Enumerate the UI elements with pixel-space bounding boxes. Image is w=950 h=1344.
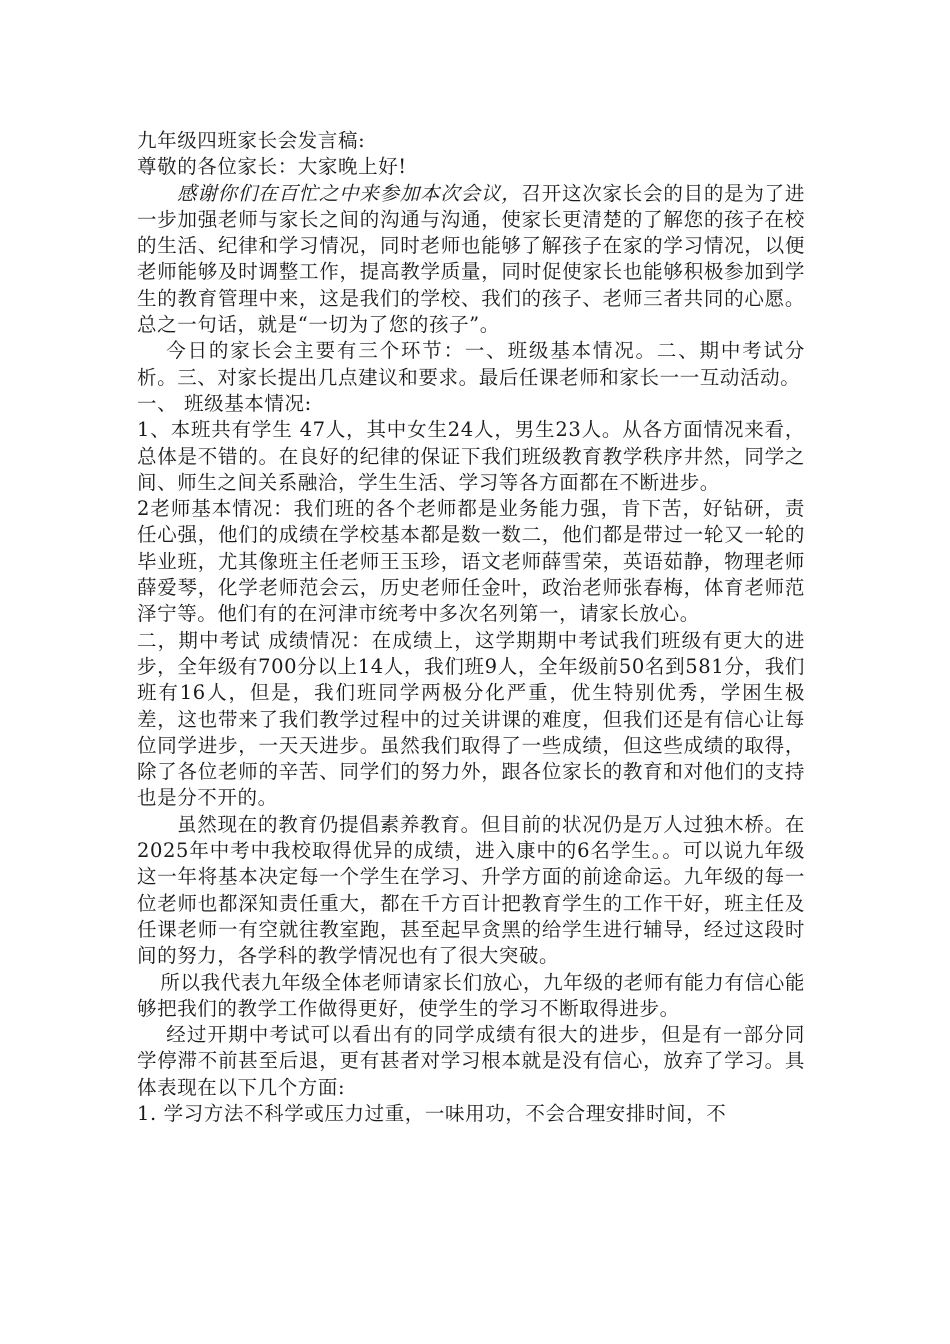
paragraph-assurance: 所以我代表九年级全体老师请家长们放心，九年级的老师有能力有信心能够把我们的教学工作做得更好，使学生的学习不断取得进步。 xyxy=(137,970,805,1020)
paragraph-teachers: 2老师基本情况：我们班的各个老师都是业务能力强，肯下苦，好钻研，责任心强，他们的成绩在学校基本都是数一数二，他们都是带过一轮又一轮的毕业班，尤其像班主任老师王玉珍，语文老师薛雪荣，英语茹静，物理老师薛爱琴，化学老师范会云，历史老师任金叶，政治老师张春梅，体育老师范泽宁等。他们有的在河津市统考中多次名列第一，请家长放心。 xyxy=(137,497,805,626)
paragraph-problems: 经过开期中考试可以看出有的同学成绩有很大的进步，但是有一部分同学停滞不前甚至后退，更有甚者对学习根本就是没有信心，放弃了学习。具体表现在以下几个方面: xyxy=(137,1023,805,1099)
paragraph-agenda: 今日的家长会主要有三个环节：一、班级基本情况。二、期中考试分析。三、对家长提出几点建议和要求。最后任课老师和家长一一互动活动。 xyxy=(137,339,805,389)
paragraph-student-count: 1、本班共有学生 47人，其中女生24人，男生23人。从各方面情况来看，总体是不错的。在良好的纪律的保证下我们班级教育教学秩序井然，同学之间、师生之间关系融洽，学生生活、学习等各方面都在不断进步。 xyxy=(137,418,805,494)
intro-text: 召开这次家长会的目的是为了进一步加强老师与家长之间的沟通与沟通，使家长更清楚的了解您的孩子在校的生活、纪律和学习情况，同时老师也能够了解孩子在家的学习情况，以便老师能够及时调整工作，提高教学质量，同时促使家长也能够积极参加到学生的教育管理中来，这是我们的学校、我们的孩子、老师三者共同的心愿。总之一句话，就是“一切为了您的孩子”。 xyxy=(137,181,806,337)
document-body xyxy=(137,128,805,1127)
paragraph-intro xyxy=(137,181,805,339)
document-title: 九年级四班家长会发言稿: xyxy=(137,129,366,152)
list-item-study-method: 1. 学习方法不科学或压力过重，一味用功，不会合理安排时间，不 xyxy=(137,1101,727,1125)
section-heading-class-info: 一、 班级基本情况: xyxy=(137,391,312,415)
paragraph-midterm-results: 二，期中考试 成绩情况：在成绩上，这学期期中考试我们班级有更大的进步，全年级有700分以上14人，我们班9人，全年级前50名到581分，我们班有16人，但是，我们班同学两极分化严重，优生特别优秀，学困生极差，这也带来了我们教学过程中的过关讲课的难度，但我们还是有信心让每位同学进步，一天天进步。虽然我们取得了一些成绩，但这些成绩的取得，除了各位老师的辛苦、同学们的努力外，跟各位家长的教育和对他们的支持也是分不开的。 xyxy=(137,628,805,810)
greeting: 尊敬的各位家长：大家晚上好! xyxy=(137,155,407,179)
paragraph-education-status: 虽然现在的教育仍提倡素养教育。但目前的状况仍是万人过独木桥。在2025年中考中我校取得优异的成绩，进入康中的6名学生。。可以说九年级这一年将基本决定每一个学生在学习、升学方面的前途命运。九年级的每一位老师也都深知责任重大，都在千方百计把教育学生的工作干好，班主任及任课老师一有空就往教室跑，甚至起早贪黑的给学生进行辅导，经过这段时间的努力，各学科的教学情况也有了很大突破。 xyxy=(137,812,805,968)
intro-lead-text: 感谢你们在百忙之中来参加本次会议， xyxy=(176,181,522,205)
